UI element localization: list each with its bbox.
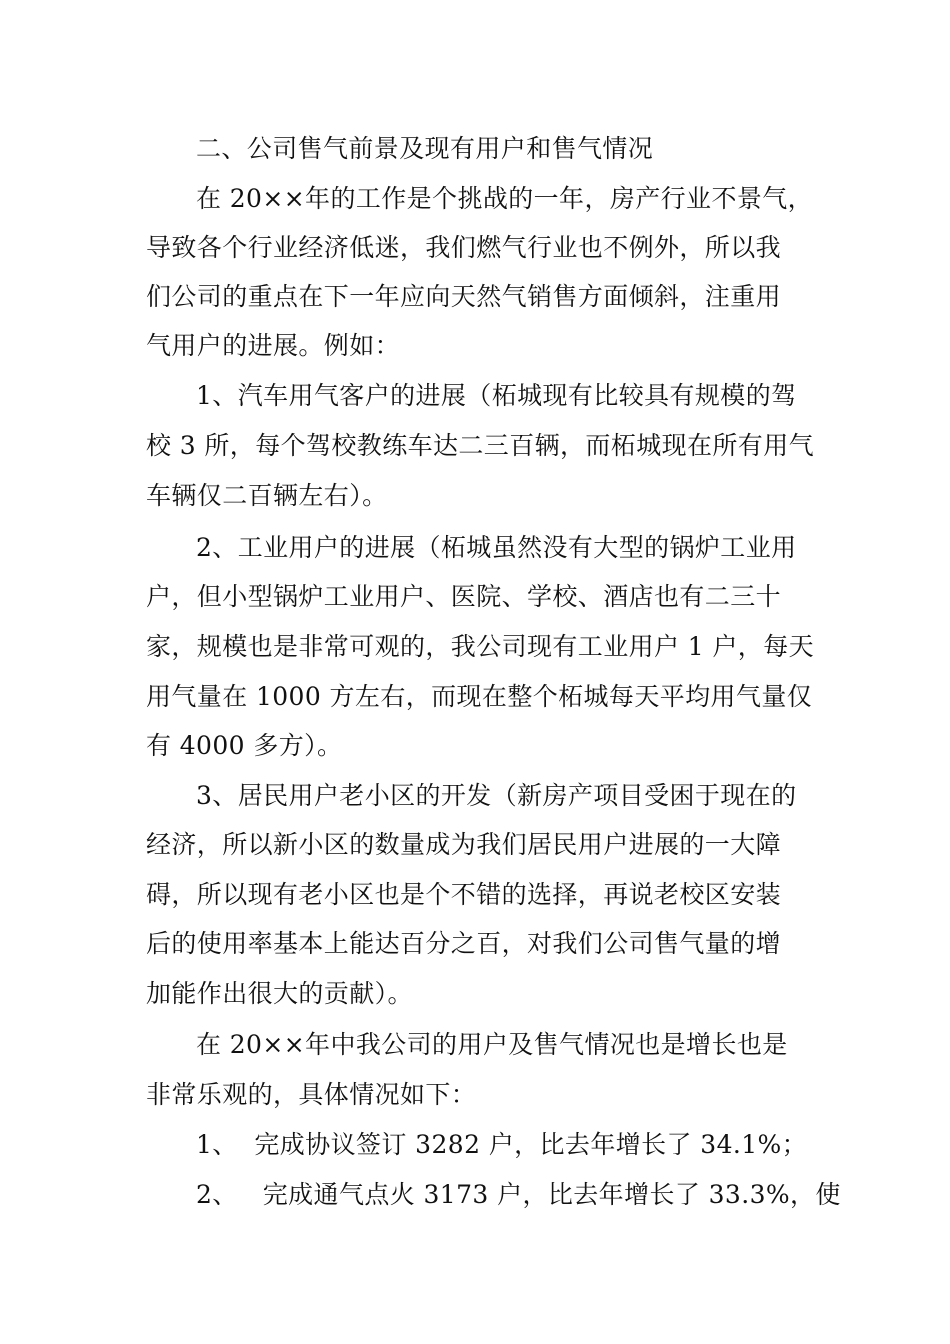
paragraph-line: 气用户的进展。例如： [146,331,401,360]
section-heading: 二、公司售气前景及现有用户和售气情况 [196,134,654,163]
list-item-line: 2、工业用户的进展（柘城虽然没有大型的锅炉工业用 [196,533,797,562]
list-item-line: 户，但小型锅炉工业用户、医院、学校、酒店也有二三十 [146,582,782,611]
list-item-line: 用气量在 1000 方左右，而现在整个柘城每天平均用气量仅 [146,682,813,711]
paragraph-line: 们公司的重点在下一年应向天然气销售方面倾斜，注重用 [146,282,782,311]
list-item-line: 1、 完成协议签订 3282 户，比去年增长了 34.1%； [196,1130,808,1159]
list-item-line: 经济，所以新小区的数量成为我们居民用户进展的一大障 [146,830,782,859]
list-item-line: 校 3 所，每个驾校教练车达二三百辆，而柘城现在所有用气 [146,431,815,460]
list-item-line: 车辆仅二百辆左右）。 [146,481,388,510]
paragraph-line: 非常乐观的，具体情况如下： [146,1080,477,1109]
list-item-line: 有 4000 多方）。 [146,731,343,760]
list-item-line: 1、汽车用气客户的进展（柘城现有比较具有规模的驾 [196,381,797,410]
list-item-line: 加能作出很大的贡献）。 [146,979,413,1008]
paragraph-line: 导致各个行业经济低迷，我们燃气行业也不例外，所以我 [146,233,782,262]
list-item-line: 2、 完成通气点火 3173 户，比去年增长了 33.3%，使 [196,1180,841,1209]
paragraph-line: 在 20××年的工作是个挑战的一年，房产行业不景气， [196,184,814,213]
list-item-line: 3、居民用户老小区的开发（新房产项目受困于现在的 [196,781,797,810]
list-item-line: 后的使用率基本上能达百分之百，对我们公司售气量的增 [146,929,782,958]
paragraph-line: 在 20××年中我公司的用户及售气情况也是增长也是 [196,1030,788,1059]
list-item-line: 碍，所以现有老小区也是个不错的选择，再说老校区安装 [146,880,782,909]
list-item-line: 家，规模也是非常可观的，我公司现有工业用户 1 户，每天 [146,632,815,661]
